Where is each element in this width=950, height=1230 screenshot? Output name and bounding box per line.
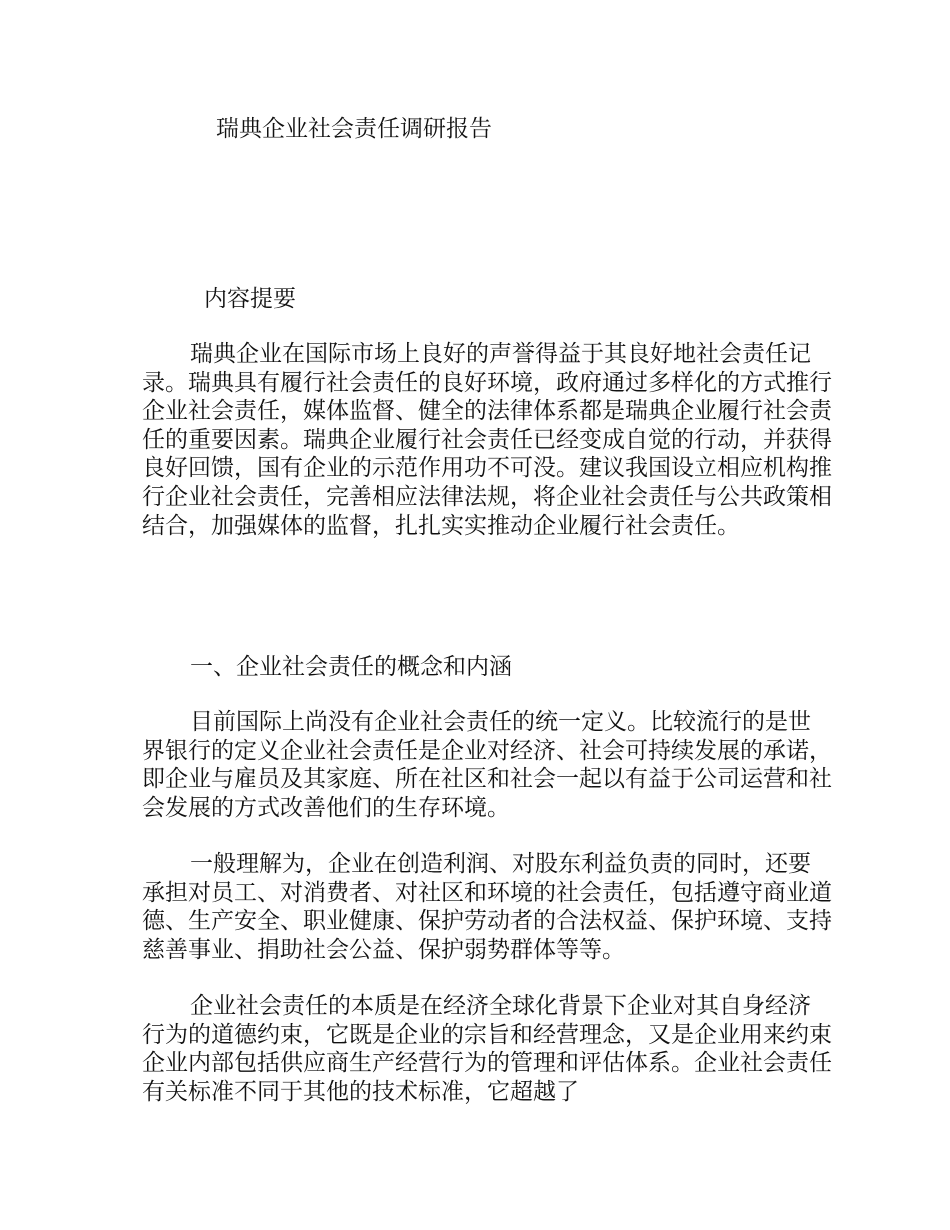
document-title: 瑞典企业社会责任调研报告 [216, 116, 492, 142]
abstract-heading: 内容提要 [204, 286, 296, 312]
body-paragraph: 目前国际上尚没有企业社会责任的统一定义。比较流行的是世界银行的定义企业社会责任是企业对经济、社会可持续发展的承诺，即企业与雇员及其家庭、所在社区和社会一起以有益于公司运营和社会发展的方式改善他们的生存环境。 [142, 709, 832, 821]
section-heading: 一、企业社会责任的概念和内涵 [190, 654, 512, 680]
abstract-paragraph: 瑞典企业在国际市场上良好的声誉得益于其良好地社会责任记录。瑞典具有履行社会责任的良好环境，政府通过多样化的方式推行企业社会责任，媒体监督、健全的法律体系都是瑞典企业履行社会责任的重要因素。瑞典企业履行社会责任已经变成自觉的行动，并获得良好回馈，国有企业的示范作用功不可没。建议我国设立相应机构推行企业社会责任，完善相应法律法规，将企业社会责任与公共政策相结合，加强媒体的监督，扎扎实实推动企业履行社会责任。 [142, 341, 832, 539]
body-paragraph: 一般理解为，企业在创造利润、对股东利益负责的同时，还要承担对员工、对消费者、对社区和环境的社会责任，包括遵守商业道德、生产安全、职业健康、保护劳动者的合法权益、保护环境、支持慈善事业、捐助社会公益、保护弱势群体等等。 [142, 851, 832, 963]
body-paragraph: 企业社会责任的本质是在经济全球化背景下企业对其自身经济行为的道德约束，它既是企业的宗旨和经营理念，又是企业用来约束企业内部包括供应商生产经营行为的管理和评估体系。企业社会责任有关标准不同于其他的技术标准，它超越了 [142, 993, 832, 1105]
